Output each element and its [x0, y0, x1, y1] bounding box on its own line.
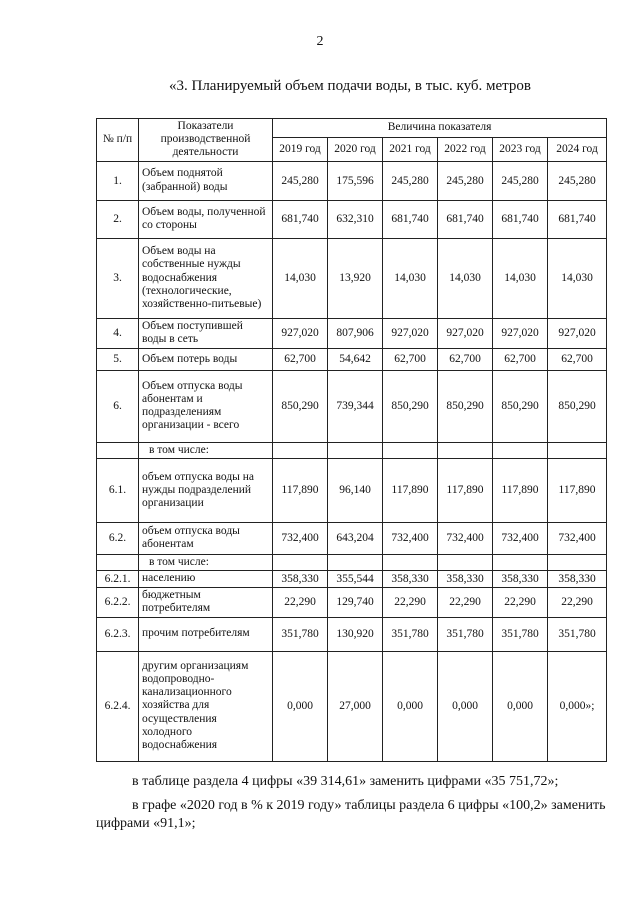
row-value: 14,030: [548, 238, 607, 318]
row-value: 22,290: [548, 588, 607, 617]
row-value: 850,290: [273, 370, 328, 442]
row-indicator: Объем поднятой (забранной) воды: [139, 161, 273, 200]
row-value: 927,020: [438, 318, 493, 348]
row-value: 0,000: [493, 651, 548, 761]
row-value: 632,310: [328, 200, 383, 238]
row-value: 62,700: [493, 348, 548, 370]
table-row: [97, 651, 607, 761]
row-value: 117,890: [438, 458, 493, 522]
row-number: 3.: [97, 238, 139, 318]
row-value: 130,920: [328, 617, 383, 651]
row-indicator: Объем воды на собственные нужды водоснабжения (технологические, хозяйственно-питьевые): [139, 238, 273, 318]
row-indicator: объем отпуска воды абонентам: [139, 522, 273, 554]
row-value: 358,330: [548, 571, 607, 588]
row-value: 14,030: [383, 238, 438, 318]
table-row: [97, 554, 607, 570]
row-indicator: в том числе:: [139, 442, 273, 458]
table-row: [97, 200, 607, 238]
row-value: 351,780: [438, 617, 493, 651]
row-number: 2.: [97, 200, 139, 238]
row-value: 681,740: [493, 200, 548, 238]
row-value: 927,020: [383, 318, 438, 348]
row-value: 0,000: [383, 651, 438, 761]
row-value: 117,890: [273, 458, 328, 522]
row-value: 351,780: [383, 617, 438, 651]
row-value: [328, 554, 383, 570]
header-year: 2023 год: [493, 138, 548, 161]
header-year: 2019 год: [273, 138, 328, 161]
row-value: [548, 442, 607, 458]
row-value: 358,330: [273, 571, 328, 588]
row-value: 22,290: [493, 588, 548, 617]
row-indicator: другим организациям водопроводно-канализационного хозяйства для осуществления холодного водоснабжения: [139, 651, 273, 761]
row-value: 14,030: [438, 238, 493, 318]
row-value: [548, 554, 607, 570]
row-value: [438, 442, 493, 458]
row-value: 927,020: [548, 318, 607, 348]
row-number: 4.: [97, 318, 139, 348]
row-value: 245,280: [383, 161, 438, 200]
row-value: 22,290: [273, 588, 328, 617]
row-number: 6.2.: [97, 522, 139, 554]
row-indicator: Объем отпуска воды абонентам и подразделениям организации - всего: [139, 370, 273, 442]
paragraph-amendment-2: в графе «2020 год в % к 2019 году» таблицы раздела 6 цифры «100,2» заменить цифрами «91,1»;: [96, 798, 606, 832]
row-number: [97, 554, 139, 570]
row-value: 850,290: [548, 370, 607, 442]
row-value: 129,740: [328, 588, 383, 617]
header-year: 2024 год: [548, 138, 607, 161]
row-number: 6.2.1.: [97, 571, 139, 588]
row-value: 643,204: [328, 522, 383, 554]
table-row: [97, 238, 607, 318]
row-value: 22,290: [438, 588, 493, 617]
paragraph-amendment-1: в таблице раздела 4 цифры «39 314,61» заменить цифрами «35 751,72»;: [132, 774, 559, 789]
table-row: [97, 161, 607, 200]
row-value: 245,280: [548, 161, 607, 200]
row-value: 117,890: [493, 458, 548, 522]
row-value: 351,780: [273, 617, 328, 651]
table-row: [97, 318, 607, 348]
row-value: 27,000: [328, 651, 383, 761]
row-value: 13,920: [328, 238, 383, 318]
row-number: 6.: [97, 370, 139, 442]
row-value: 807,906: [328, 318, 383, 348]
row-value: 732,400: [383, 522, 438, 554]
table-row: [97, 370, 607, 442]
row-number: 6.2.4.: [97, 651, 139, 761]
header-group: Величина показателя: [273, 119, 607, 138]
row-value: [383, 442, 438, 458]
row-value: 739,344: [328, 370, 383, 442]
row-value: 62,700: [383, 348, 438, 370]
row-indicator: Объем потерь воды: [139, 348, 273, 370]
row-value: 358,330: [438, 571, 493, 588]
row-value: 732,400: [438, 522, 493, 554]
row-indicator: объем отпуска воды на нужды подразделений организации: [139, 458, 273, 522]
table-row: [97, 348, 607, 370]
row-value: 175,596: [328, 161, 383, 200]
row-indicator: Объем поступившей воды в сеть: [139, 318, 273, 348]
table-row: [97, 522, 607, 554]
row-value: 681,740: [383, 200, 438, 238]
row-value: 245,280: [493, 161, 548, 200]
table-row: [97, 458, 607, 522]
row-value: 681,740: [273, 200, 328, 238]
table-row: [97, 571, 607, 588]
row-value: 681,740: [438, 200, 493, 238]
header-num: № п/п: [97, 119, 139, 162]
row-value: 927,020: [273, 318, 328, 348]
row-value: 117,890: [383, 458, 438, 522]
row-value: 850,290: [383, 370, 438, 442]
row-value: [493, 554, 548, 570]
row-value: 54,642: [328, 348, 383, 370]
header-indicator: Показатели производственной деятельности: [139, 119, 273, 162]
row-number: 6.2.2.: [97, 588, 139, 617]
row-number: [97, 442, 139, 458]
row-indicator: в том числе:: [139, 554, 273, 570]
row-number: 5.: [97, 348, 139, 370]
header-year: 2022 год: [438, 138, 493, 161]
row-value: [273, 554, 328, 570]
row-value: 351,780: [548, 617, 607, 651]
row-value: [438, 554, 493, 570]
row-value: [328, 442, 383, 458]
row-value: 62,700: [548, 348, 607, 370]
table-row: [97, 617, 607, 651]
row-value: 14,030: [493, 238, 548, 318]
section-title: «3. Планируемый объем подачи воды, в тыс. куб. метров: [168, 78, 532, 94]
row-value: 358,330: [493, 571, 548, 588]
row-indicator: бюджетным потребителям: [139, 588, 273, 617]
row-value: 62,700: [273, 348, 328, 370]
row-value: 355,544: [328, 571, 383, 588]
header-year: 2020 год: [328, 138, 383, 161]
row-value: 245,280: [273, 161, 328, 200]
row-number: 6.1.: [97, 458, 139, 522]
row-value: 681,740: [548, 200, 607, 238]
row-value: 245,280: [438, 161, 493, 200]
water-supply-table: [96, 118, 607, 762]
row-value: 927,020: [493, 318, 548, 348]
row-value: 22,290: [383, 588, 438, 617]
row-value: 850,290: [493, 370, 548, 442]
row-value: 358,330: [383, 571, 438, 588]
row-value: 14,030: [273, 238, 328, 318]
row-indicator: прочим потребителям: [139, 617, 273, 651]
row-value: 732,400: [273, 522, 328, 554]
row-value: 62,700: [438, 348, 493, 370]
row-value: [273, 442, 328, 458]
row-value: [493, 442, 548, 458]
row-value: 850,290: [438, 370, 493, 442]
row-number: 1.: [97, 161, 139, 200]
header-year: 2021 год: [383, 138, 438, 161]
row-value: [383, 554, 438, 570]
row-value: 351,780: [493, 617, 548, 651]
table-row: [97, 588, 607, 617]
row-value: 732,400: [548, 522, 607, 554]
row-value: 96,140: [328, 458, 383, 522]
row-value: 0,000: [438, 651, 493, 761]
row-value: 117,890: [548, 458, 607, 522]
page-number: 2: [316, 34, 324, 49]
row-value: 732,400: [493, 522, 548, 554]
row-value: 0,000: [273, 651, 328, 761]
row-number: 6.2.3.: [97, 617, 139, 651]
table-row: [97, 442, 607, 458]
row-indicator: Объем воды, полученной со стороны: [139, 200, 273, 238]
row-indicator: населению: [139, 571, 273, 588]
row-value: 0,000»;: [548, 651, 607, 761]
table-body: [97, 161, 607, 761]
